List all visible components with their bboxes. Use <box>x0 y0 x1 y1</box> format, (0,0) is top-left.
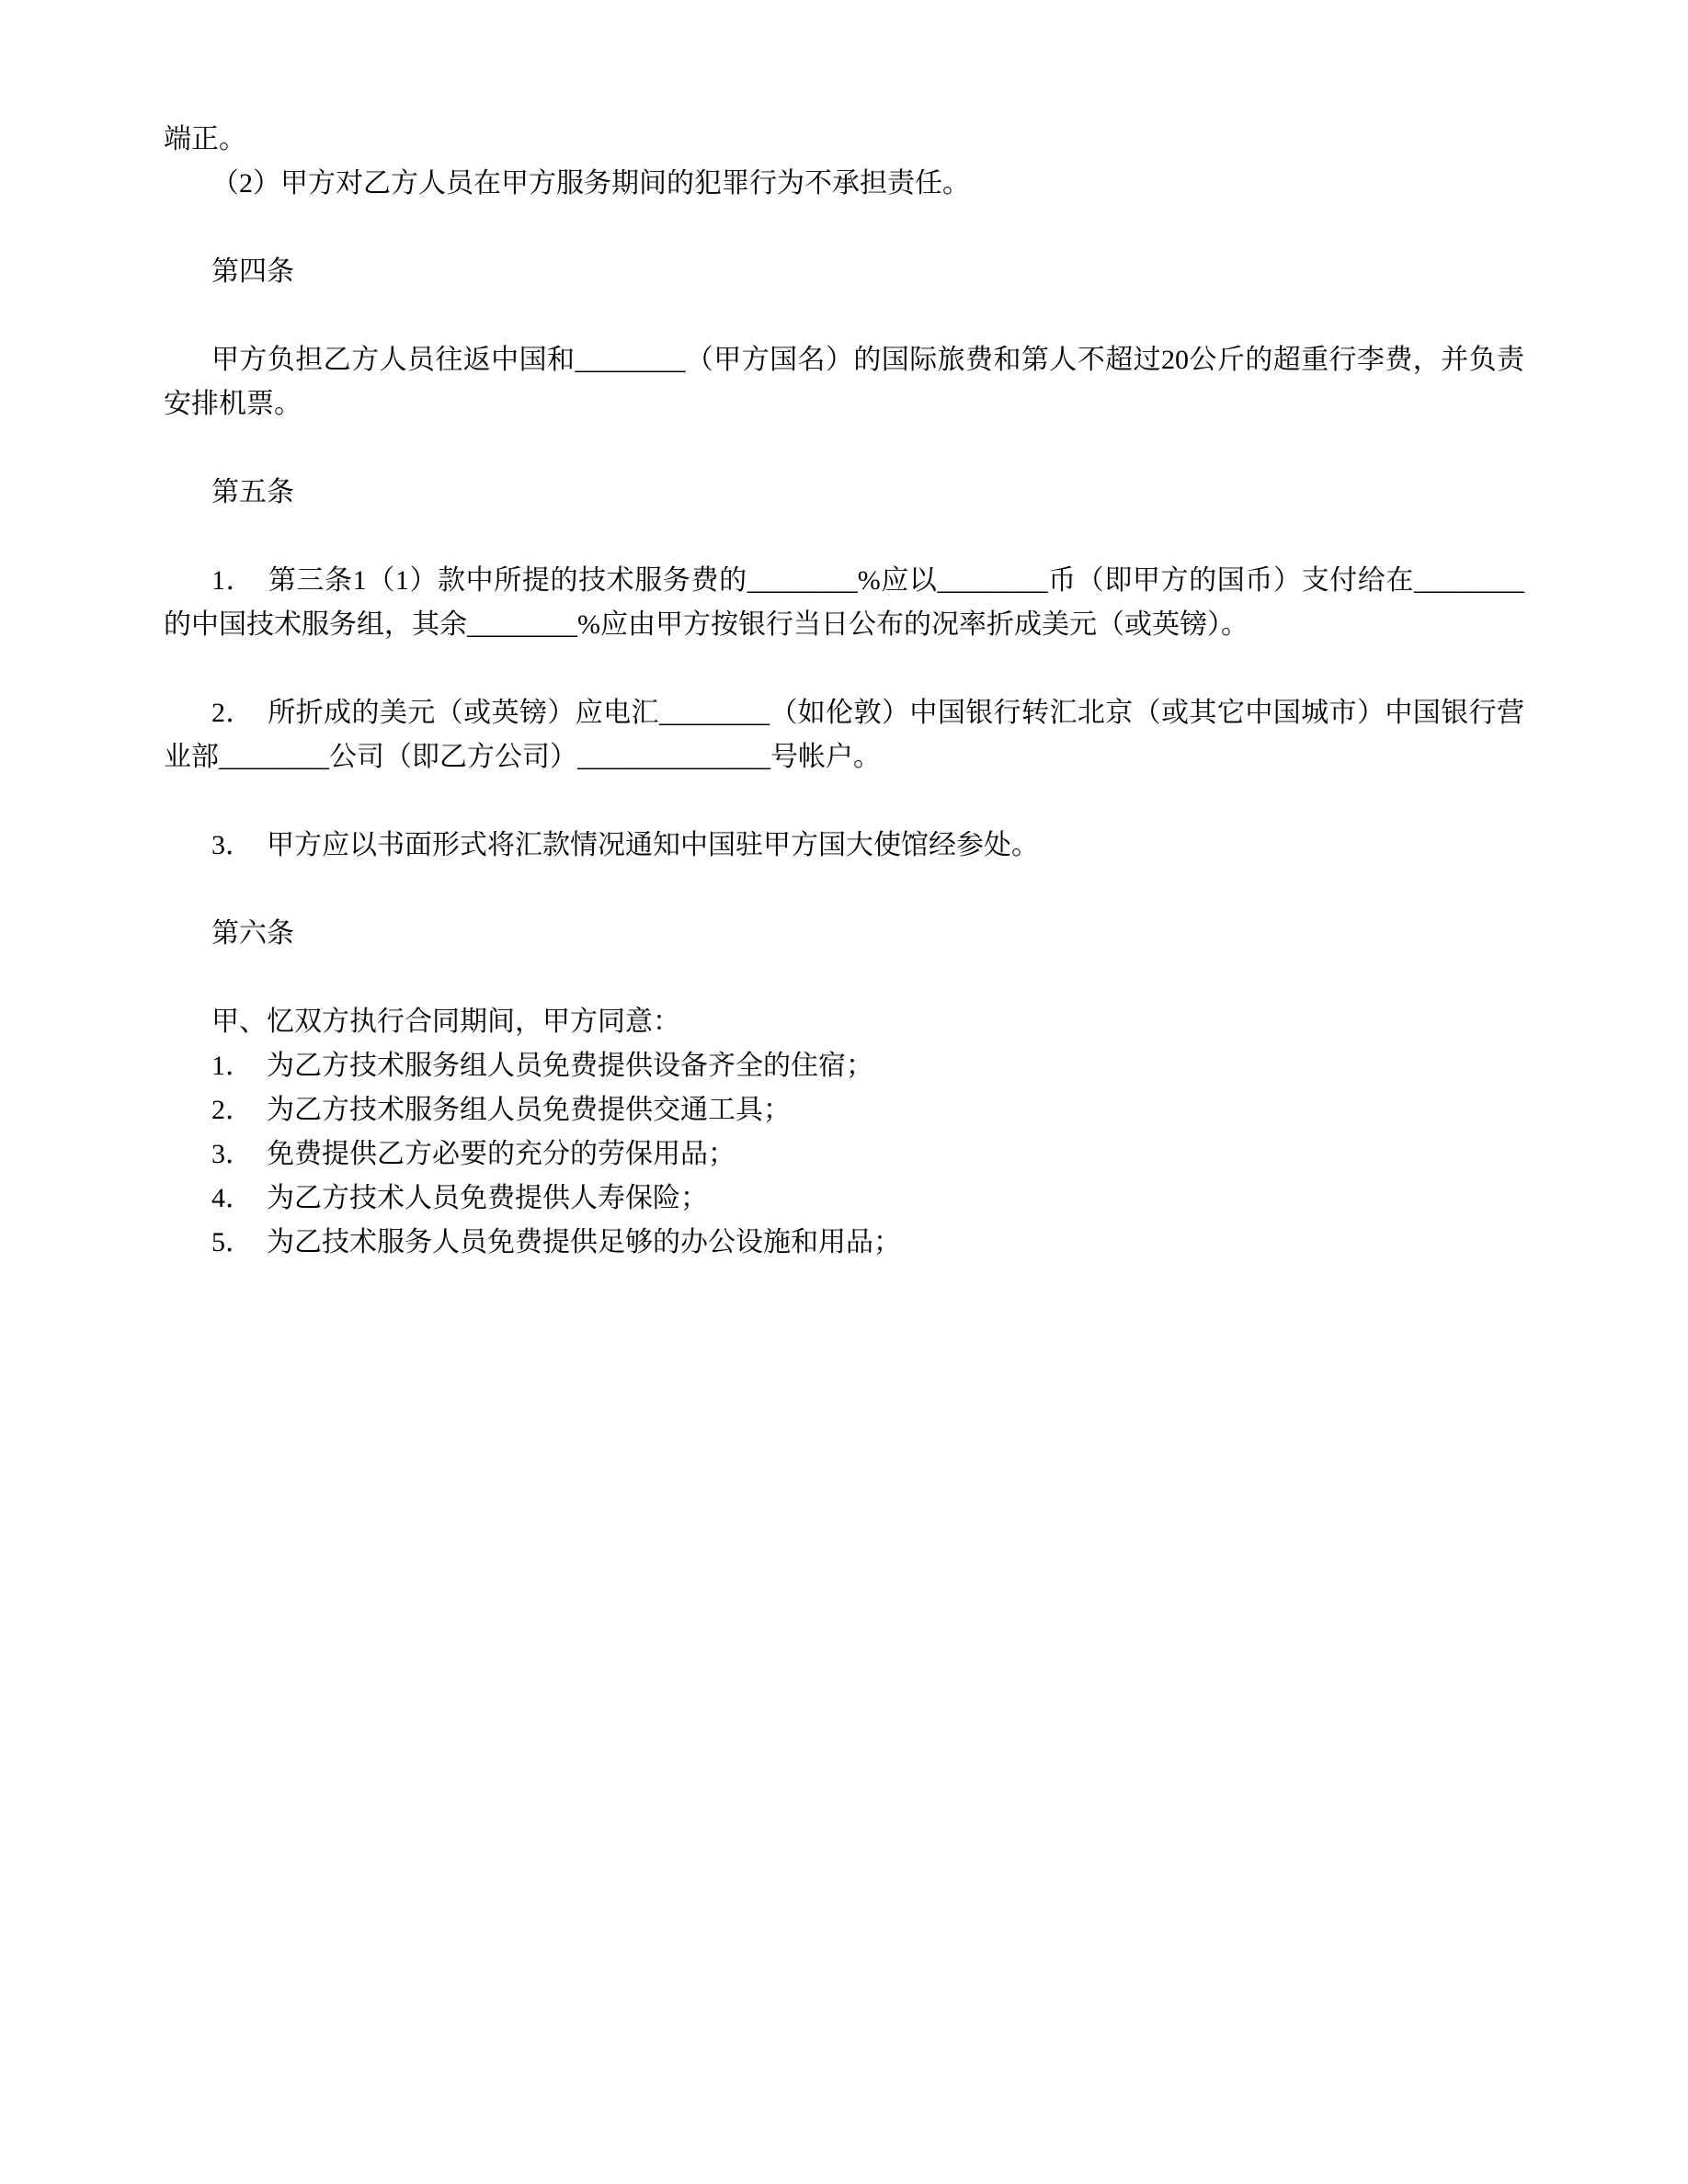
article-6-item-2: 2． 为乙方技术服务组人员免费提供交通工具； <box>211 1095 791 1125</box>
article-6-item-5: 5． 为乙技术服务人员免费提供足够的办公设施和用品； <box>211 1227 901 1257</box>
clause-3-item-2: （2）甲方对乙方人员在甲方服务期间的犯罪行为不承担责任。 <box>211 168 970 199</box>
article-6-item-1: 1． 为乙方技术服务组人员免费提供设备齐全的住宿； <box>211 1051 873 1081</box>
article-6-heading: 第六条 <box>211 918 294 949</box>
article-4-body: 甲方负担乙方人员往返中国和________（甲方国名）的国际旅费和第人不超过20公斤的超重行李费，并负责安排机票。 <box>164 345 1524 419</box>
article-5-item-2: 2． 所折成的美元（或英镑）应电汇________（如伦敦）中国银行转汇北京（或其它中国城市）中国银行营业部________公司（即乙方公司）______________号帐户。 <box>164 698 1524 772</box>
article-5-item-1: 1． 第三条1（1）款中所提的技术服务费的________%应以________币（即甲方的国币）支付给在________的中国技术服务组，其余________%应由甲方按银行当日公布的况率折成美元（或英镑）。 <box>164 565 1524 640</box>
article-4-heading: 第四条 <box>211 256 294 287</box>
article-5-heading: 第五条 <box>211 477 294 507</box>
continuation-line: 端正。 <box>164 124 246 154</box>
article-6-intro: 甲、忆双方执行合同期间，甲方同意： <box>211 1007 680 1037</box>
article-6-item-3: 3． 免费提供乙方必要的充分的劳保用品； <box>211 1139 736 1169</box>
article-6-item-4: 4． 为乙方技术人员免费提供人寿保险； <box>211 1183 708 1213</box>
article-5-item-3: 3． 甲方应以书面形式将汇款情况通知中国驻甲方国大使馆经参处。 <box>211 830 1039 860</box>
